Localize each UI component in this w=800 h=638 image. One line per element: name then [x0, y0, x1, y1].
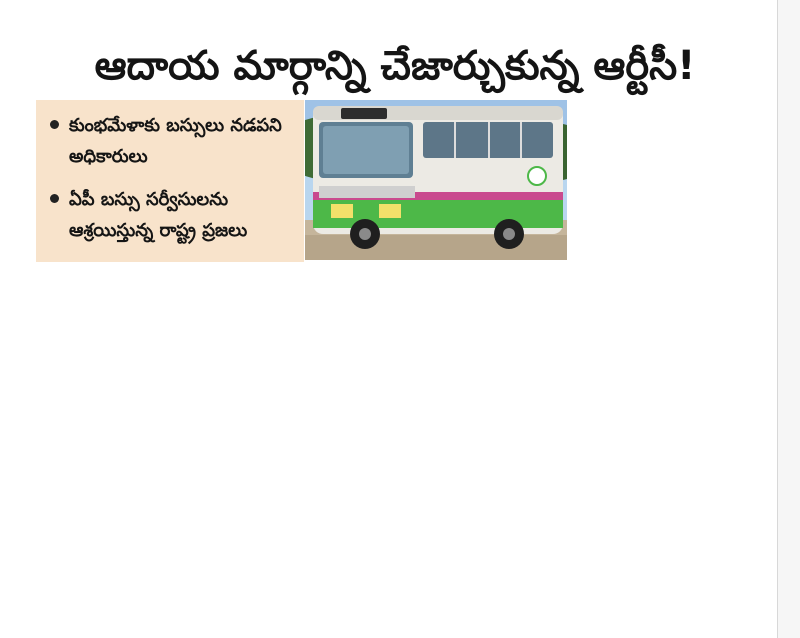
highlight-text: ఏపీ బస్సు సర్వీసులను ఆశ్రయిస్తున్న రాష్ట్ర ప్రజలు — [69, 189, 248, 241]
headline: ఆదాయ మార్గాన్ని చేజార్చుకున్న ఆర్టీసీ! — [94, 42, 696, 89]
page-edge-strip — [777, 0, 800, 638]
bullet-dot-icon — [50, 194, 59, 203]
bullet-dot-icon — [50, 120, 59, 129]
article-body-left — [36, 272, 396, 638]
highlight-item — [50, 184, 296, 246]
highlight-text: కుంభమేళాకు బస్సులు నడపని అధికారులు — [69, 115, 282, 167]
article-body-right — [402, 100, 772, 638]
highlight-item — [50, 110, 296, 172]
highlight-box — [36, 100, 304, 262]
